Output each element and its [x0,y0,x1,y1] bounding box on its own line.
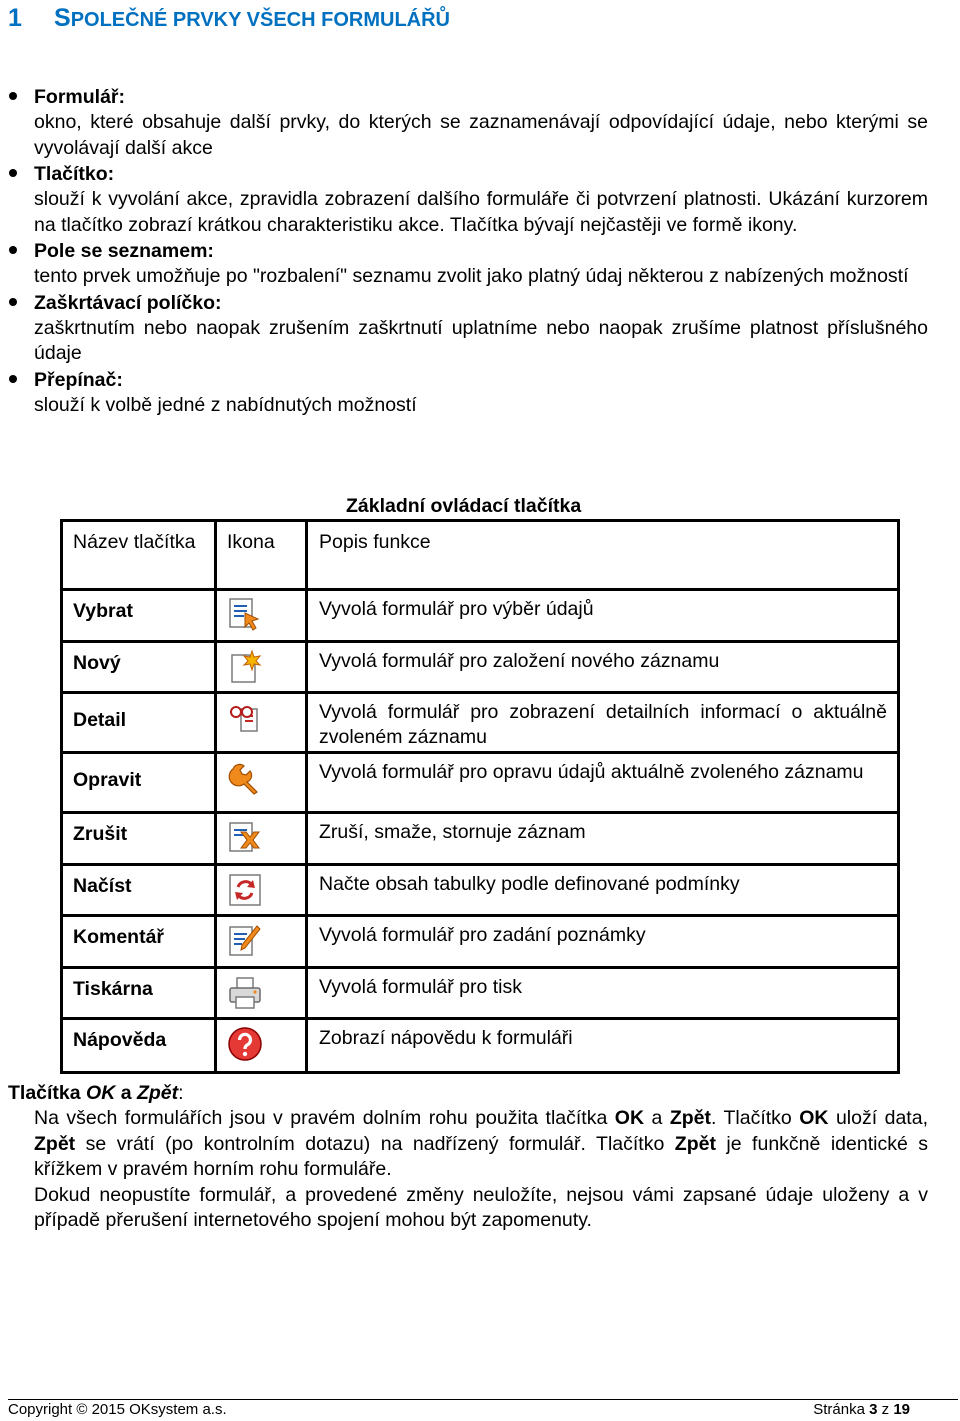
definition-item [0,84,960,161]
help-icon [227,1026,263,1062]
footer-divider [8,1399,958,1400]
button-name: Nový [62,641,216,693]
button-description: Vyvolá formulář pro založení nového záznamu [307,641,899,693]
paragraph: Dokud neopustíte formulář, a provedené změny neuložíte, nejsou vámi zapsané údaje uloženy a v případě přerušení internetového spojení mohou být zapomenuty. [34,1183,928,1231]
definition-list [0,84,960,418]
button-name: Detail [62,693,216,753]
definition-desc: zaškrtnutím nebo naopak zrušením zaškrtnutí uplatníme nebo naopak zrušíme platnost příslušného údaje [34,316,928,364]
text-run: uloží data, [828,1107,928,1129]
button-description: Zobrazí nápovědu k formuláři [307,1019,899,1073]
title-and: a [115,1082,137,1104]
heading-number: 1 [8,4,22,32]
footer-copyright: Copyright © 2015 OKsystem a.s. [8,1401,227,1418]
delete-icon [227,820,263,856]
button-description: Vyvolá formulář pro zobrazení detailních informací o aktuálně zvoleném záznamu [307,693,899,753]
definition-term: Zaškrtávací políčko: [34,291,222,314]
table-row [62,916,899,968]
title-ok: OK [86,1082,116,1104]
table-row [62,864,899,916]
table-row [62,1019,899,1073]
button-description: Zruší, smaže, stornuje záznam [307,813,899,865]
heading-text: POLEČNÉ PRVKY VŠECH FORMULÁŘŮ [70,9,450,31]
text-run-bold: OK [614,1107,645,1129]
definition-item [0,290,960,367]
button-description: Načte obsah tabulky podle definované podmínky [307,864,899,916]
text-run: se vrátí (po kontrolním dotazu) na nadřízený formulář. Tlačítko [75,1132,675,1155]
definition-desc: okno, které obsahuje další prvky, do kterých se zaznamenávají odpovídající údaje, nebo kterými se vyvolávají další akce [34,111,928,159]
table-header-row [62,521,899,590]
definition-term: Pole se seznamem: [34,240,214,262]
ok-zpet-section [0,1080,960,1234]
button-name: Nápověda [62,1019,216,1073]
section-title [0,1080,960,1106]
page-total: 19 [893,1401,910,1418]
bullet-icon [9,169,17,177]
bullet-icon [9,92,17,100]
button-description: Vyvolá formulář pro zadání poznámky [307,916,899,968]
button-description: Vyvolá formulář pro výběr údajů [307,590,899,642]
definition-desc: slouží k volbě jedné z nabídnutých možností [34,393,417,416]
title-zpet: Zpět [136,1082,179,1104]
definition-term: Formulář: [34,86,126,108]
button-name: Zrušit [62,813,216,865]
title-suffix: : [178,1082,184,1104]
button-name: Komentář [62,916,216,968]
button-description: Vyvolá formulář pro tisk [307,967,899,1019]
button-name: Vybrat [62,590,216,642]
comment-icon [227,923,263,959]
refresh-icon [227,872,263,908]
text-run: a [644,1107,670,1129]
header-name: Název tlačítka [62,521,216,590]
text-run-bold: Zpět [669,1107,711,1129]
bullet-icon [9,375,17,383]
table-row [62,693,899,753]
header-icon: Ikona [216,521,307,590]
header-func: Popis funkce [307,521,899,590]
text-run-bold: OK [799,1107,829,1129]
footer-page-number [813,1401,910,1418]
page-current: 3 [869,1401,878,1418]
definition-desc: slouží k vyvolání akce, zpravidla zobrazení dalšího formuláře či potvrzení platnosti. Ukázání kurzorem na tlačítko zobrazí krátkou charakteristiku akce. Tlačítka bývají nejčastěji ve formě ikony. [34,188,928,236]
text-run: je funkčně identické s křížkem v pravém horním rohu formuláře. [34,1132,928,1180]
text-run: Na všech formulářích jsou v pravém dolním rohu použita tlačítka [34,1107,615,1129]
heading-first-letter: S [54,4,71,32]
page-heading [8,4,450,33]
detail-icon [227,700,263,736]
button-name: Tiskárna [62,967,216,1019]
definition-item [0,367,960,419]
paragraph [0,1106,960,1183]
page-separator: z [877,1401,894,1418]
bullet-icon [9,298,17,306]
new-icon [227,649,263,685]
table-row [62,641,899,693]
table-row [62,967,899,1019]
table-caption: Základní ovládací tlačítka [346,495,582,517]
definition-term: Tlačítko: [34,163,115,185]
button-name: Opravit [62,753,216,813]
wrench-icon [227,760,263,796]
title-prefix: Tlačítka [8,1082,87,1104]
definition-term: Přepínač: [34,368,123,391]
printer-icon [227,975,263,1011]
button-name: Načíst [62,864,216,916]
text-run-bold: Zpět [34,1132,76,1155]
definition-desc: tento prvek umožňuje po "rozbalení" seznamu zvolit jako platný údaj některou z nabízených možností [34,265,909,287]
bullet-icon [9,246,17,254]
table-row [62,813,899,865]
button-description: Vyvolá formulář pro opravu údajů aktuálně zvoleného záznamu [307,753,899,813]
text-run-bold: Zpět [674,1132,716,1155]
buttons-table [60,519,900,1074]
definition-item [0,238,960,290]
table-row [62,590,899,642]
table-row [62,753,899,813]
definition-item [0,161,960,238]
page-label: Stránka [813,1401,870,1418]
text-run: . Tlačítko [710,1107,800,1129]
select-icon [227,597,263,633]
